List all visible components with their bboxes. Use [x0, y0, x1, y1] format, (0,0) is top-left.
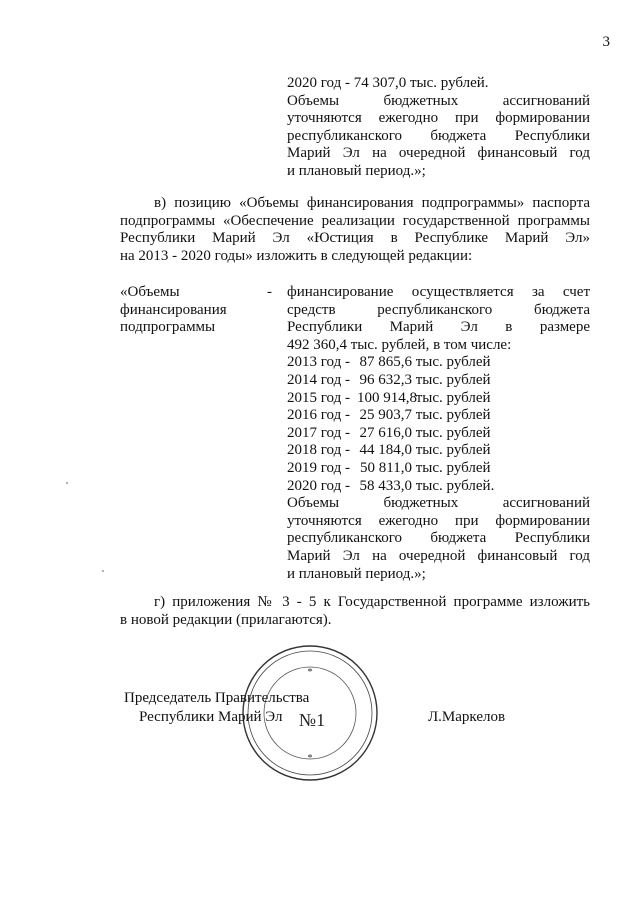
paragraph-line: подпрограммы «Обеспечение реализации государственной программы [120, 212, 590, 229]
paragraph-last-line: в новой редакции (прилагаются). [120, 611, 332, 628]
intro-line: средств республиканского бюджета [287, 301, 590, 318]
top-block-line: уточняются ежегодно при формировании [287, 110, 590, 127]
signature-title-line1: Председатель Правительства [124, 690, 310, 706]
signature-title-line2: Республики Марий Эл [139, 709, 283, 725]
scan-speck [102, 570, 104, 572]
svg-text:*: * [307, 667, 313, 678]
year-row: 2014 год - 96 632,3 тыс. рублей [287, 371, 491, 388]
stamp-number: №1 [298, 710, 326, 730]
label-line: подпрограммы [120, 319, 216, 336]
scan-speck [66, 482, 68, 484]
outro-line: уточняются ежегодно при формировании [287, 512, 590, 529]
top-block-first-line: 2020 год - 74 307,0 тыс. рублей. [287, 75, 489, 91]
year-row: 2015 год - 100 914,8 тыс. рублей [287, 389, 491, 406]
paragraph-last-line: на 2013 - 2020 годы» изложить в следующей редакции: [120, 247, 473, 264]
signature-name: Л.Маркелов [428, 709, 506, 725]
outro-line: Марий Эл на очередной финансовый год [287, 547, 590, 564]
year-row: 2018 год - 44 184,0 тыс. рублей [287, 442, 491, 459]
paragraph-line: в) позицию «Объемы финансирования подпрограммы» паспорта [154, 195, 590, 211]
paragraph-v [120, 195, 590, 265]
label-line: «Объемы [120, 284, 180, 300]
year-row: 2017 год - 27 616,0 тыс. рублей [287, 424, 491, 441]
paragraph-g [120, 594, 590, 629]
table-right-content [287, 284, 590, 583]
signature-title [124, 689, 309, 727]
outro-line: Объемы бюджетных ассигнований [287, 495, 590, 512]
outro-last-line: и плановый период.»; [287, 565, 426, 582]
top-block-line: Марий Эл на очередной финансовый год [287, 145, 590, 162]
paragraph-line: Республики Марий Эл «Юстиция в Республике Марий Эл» [120, 230, 590, 247]
top-block-last-line: и плановый период.»; [287, 162, 426, 179]
svg-text:*: * [307, 753, 313, 764]
top-block-line: Объемы бюджетных ассигнований [287, 92, 590, 109]
year-row: 2019 год - 50 811,0 тыс. рублей [287, 459, 491, 476]
intro-last-line: 492 360,4 тыс. рублей, в том числе: [287, 336, 512, 353]
year-row: 2016 год - 25 903,7 тыс. рублей [287, 407, 491, 424]
table-left-label [120, 284, 280, 337]
paragraph-line: г) приложения № 3 - 5 к Государственной программе изложить [154, 594, 590, 610]
table-dash: - [267, 284, 272, 300]
intro-line: финансирование осуществляется за счет [287, 284, 590, 300]
top-block-line: республиканского бюджета Республики [287, 127, 590, 144]
top-block [287, 75, 590, 181]
label-line: финансирования [120, 301, 227, 318]
year-row: 2013 год - 87 865,6 тыс. рублей [287, 354, 491, 371]
year-row: 2020 год - 58 433,0 тыс. рублей. [287, 477, 495, 494]
outro-line: республиканского бюджета Республики [287, 530, 590, 547]
page-number: 3 [602, 34, 610, 50]
intro-line: Республики Марий Эл в размере [287, 319, 590, 336]
